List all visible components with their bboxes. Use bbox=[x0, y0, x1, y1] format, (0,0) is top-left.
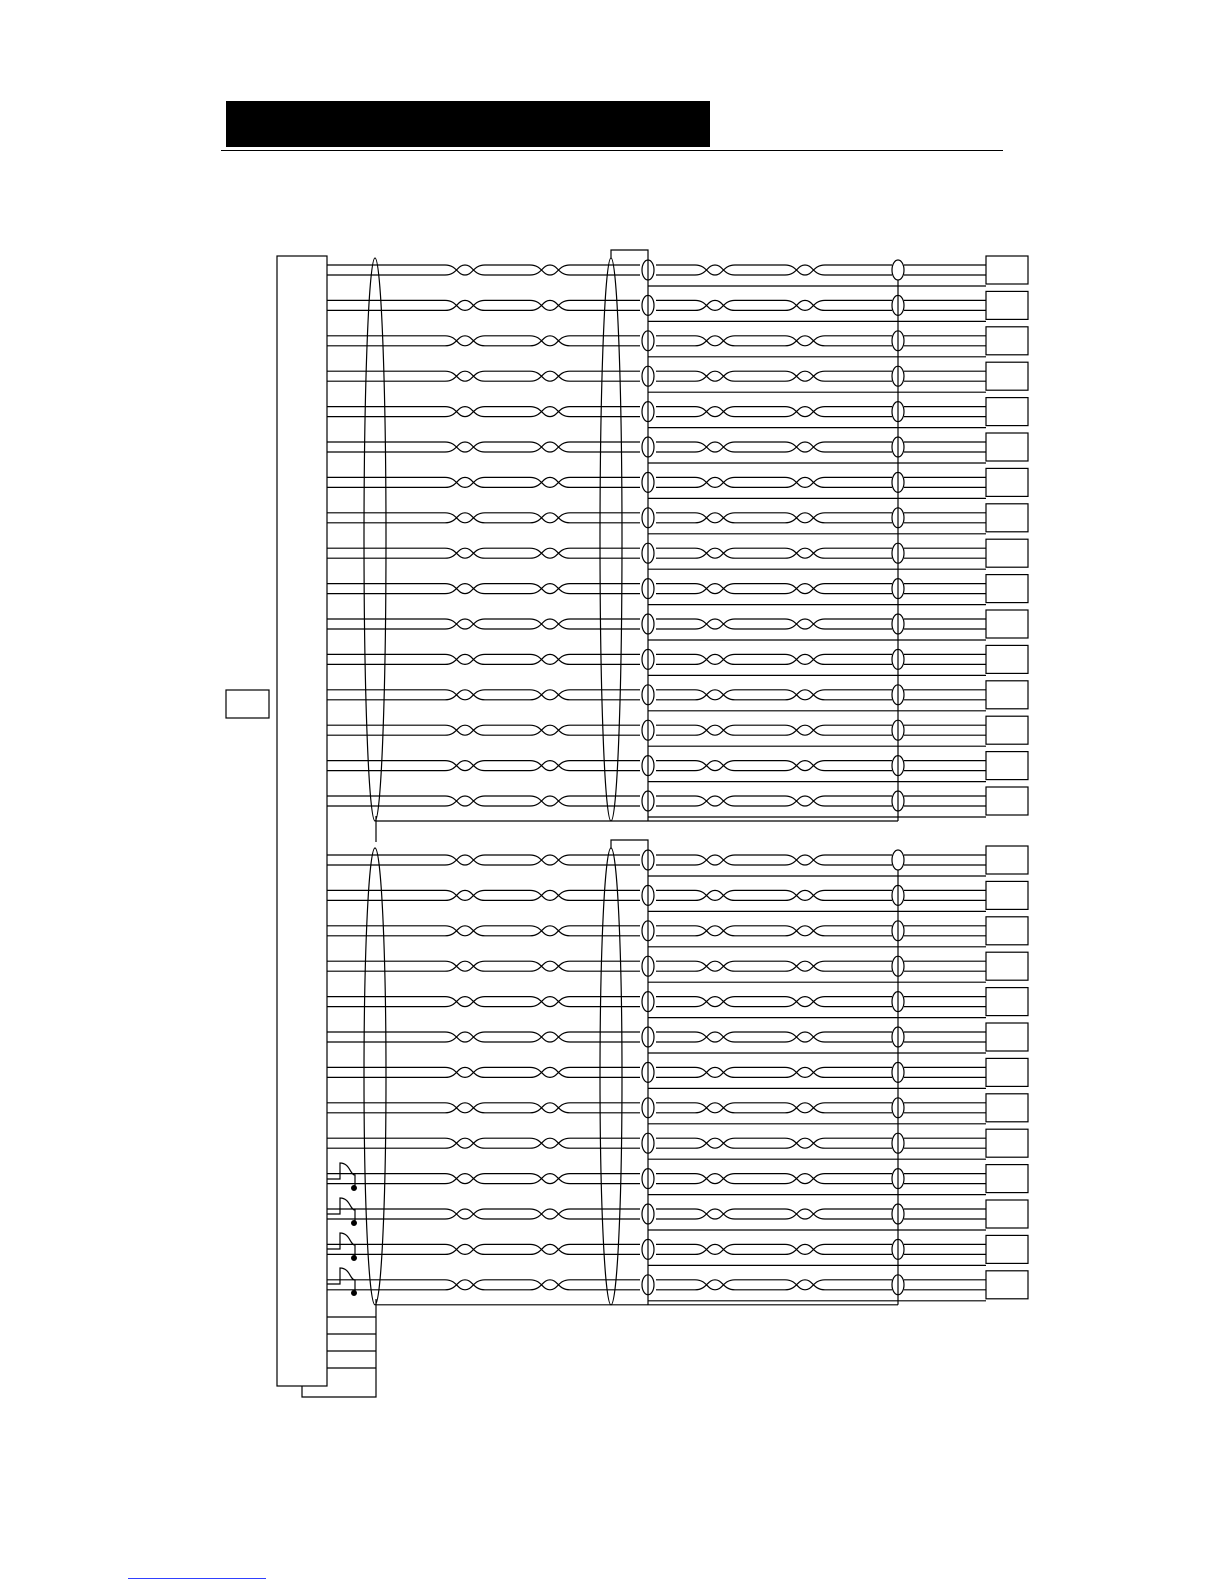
cable-shield-ellipse bbox=[600, 258, 622, 821]
terminal-box bbox=[986, 917, 1028, 945]
wire-pair bbox=[327, 362, 1028, 392]
wire-pair bbox=[327, 716, 1028, 746]
wire-pair bbox=[327, 752, 1028, 782]
footer-link-underline bbox=[128, 1578, 266, 1579]
wire-pair bbox=[327, 1023, 1028, 1053]
wire-pair bbox=[327, 1200, 1028, 1230]
wire-pair bbox=[327, 952, 1028, 982]
terminal-box bbox=[986, 539, 1028, 567]
terminal-box bbox=[986, 1165, 1028, 1193]
terminal-box bbox=[986, 681, 1028, 709]
terminal-box bbox=[986, 988, 1028, 1016]
wire-pair bbox=[327, 291, 1028, 321]
side-box bbox=[226, 690, 269, 718]
wire-pair bbox=[327, 681, 1028, 711]
splice-tab bbox=[611, 250, 648, 258]
terminal-box bbox=[986, 1200, 1028, 1228]
wire-pair bbox=[327, 539, 1028, 569]
cable-group bbox=[327, 250, 1028, 821]
terminal-box bbox=[986, 398, 1028, 426]
wire-pair bbox=[327, 1129, 1028, 1159]
cable-shield-ellipse bbox=[364, 848, 386, 1305]
terminal-box bbox=[986, 1023, 1028, 1051]
terminal-box bbox=[986, 468, 1028, 496]
wire-pair bbox=[327, 256, 1028, 286]
terminal-box bbox=[986, 256, 1028, 284]
terminal-box bbox=[986, 610, 1028, 638]
pair-shield-ellipse bbox=[892, 260, 904, 280]
terminal-box bbox=[986, 433, 1028, 461]
cable-group bbox=[327, 840, 1028, 1305]
pair-shield-ellipse bbox=[892, 850, 904, 870]
wire-pair bbox=[327, 1271, 1028, 1301]
terminal-box bbox=[986, 327, 1028, 355]
terminal-box bbox=[986, 752, 1028, 780]
jumper-wire bbox=[327, 1233, 355, 1259]
wire-pair bbox=[327, 1058, 1028, 1088]
wire-pair bbox=[327, 327, 1028, 357]
junction-dot bbox=[352, 1291, 357, 1296]
terminal-box bbox=[986, 1058, 1028, 1086]
wire-pair bbox=[327, 988, 1028, 1018]
wire-pair bbox=[327, 504, 1028, 534]
wire-pair bbox=[327, 917, 1028, 947]
wire-pair bbox=[327, 398, 1028, 428]
terminal-box bbox=[986, 716, 1028, 744]
drain-bracket bbox=[302, 1299, 376, 1397]
main-connector-block bbox=[277, 256, 327, 1386]
junction-dot bbox=[352, 1221, 357, 1226]
terminal-box bbox=[986, 1129, 1028, 1157]
terminal-box bbox=[986, 575, 1028, 603]
wire-pair bbox=[327, 610, 1028, 640]
wire-pair bbox=[327, 1165, 1028, 1195]
terminal-box bbox=[986, 1235, 1028, 1263]
terminal-box bbox=[986, 291, 1028, 319]
wire-pair bbox=[327, 1094, 1028, 1124]
splice-tab bbox=[611, 840, 648, 848]
terminal-box bbox=[986, 1094, 1028, 1122]
jumper-wire bbox=[327, 1198, 355, 1224]
terminal-box bbox=[986, 504, 1028, 532]
wire-pair bbox=[327, 575, 1028, 605]
jumper-group bbox=[327, 1163, 356, 1295]
cable-shield-ellipse bbox=[600, 848, 622, 1305]
wire-pair bbox=[327, 881, 1028, 911]
cable-shield-ellipse bbox=[364, 258, 386, 821]
terminal-box bbox=[986, 645, 1028, 673]
terminal-box bbox=[986, 787, 1028, 815]
junction-dot bbox=[352, 1256, 357, 1261]
wire-pair bbox=[327, 787, 1028, 817]
wire-pair bbox=[327, 433, 1028, 463]
terminal-box bbox=[986, 881, 1028, 909]
wire-pair bbox=[327, 1235, 1028, 1265]
terminal-box bbox=[986, 362, 1028, 390]
junction-dot bbox=[352, 1186, 357, 1191]
wire-pair bbox=[327, 645, 1028, 675]
wire-pair bbox=[327, 468, 1028, 498]
wire-pair bbox=[327, 846, 1028, 876]
terminal-box bbox=[986, 846, 1028, 874]
terminal-box bbox=[986, 1271, 1028, 1299]
terminal-box bbox=[986, 952, 1028, 980]
jumper-wire bbox=[327, 1163, 355, 1189]
